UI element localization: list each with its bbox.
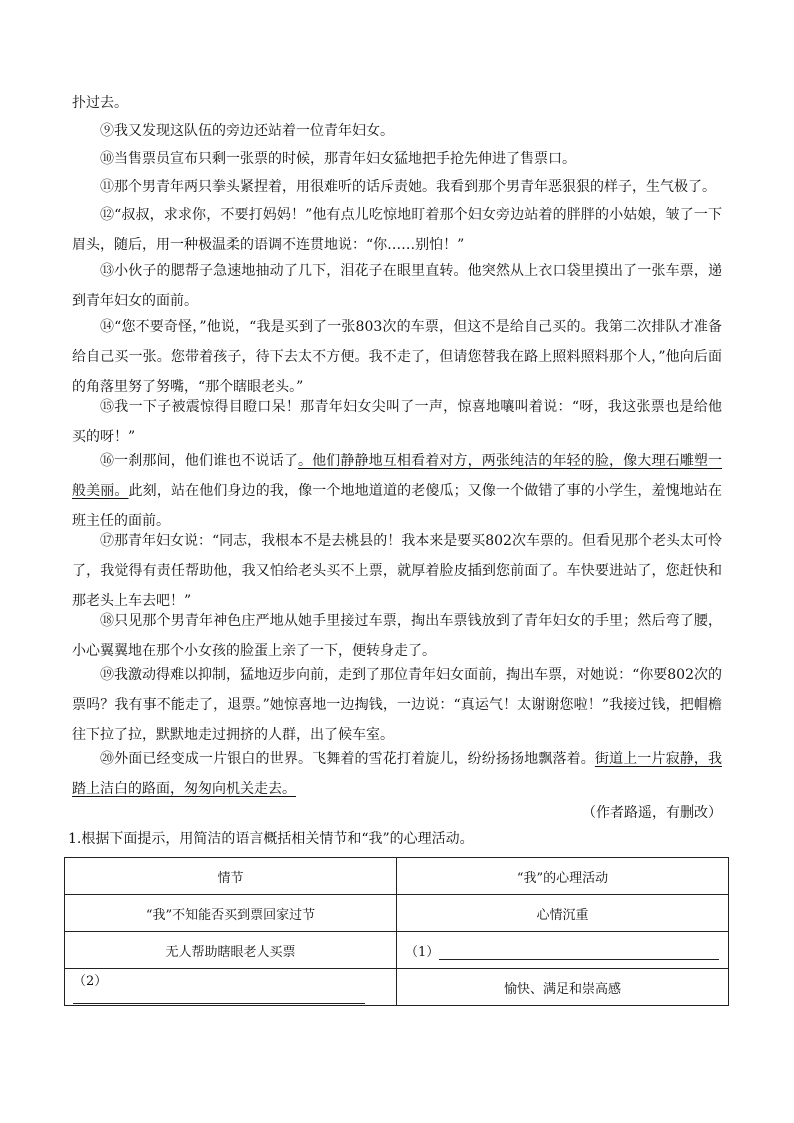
blank-2-cell[interactable] [65,969,397,1006]
table-row [65,969,729,1006]
table-row [65,932,729,969]
cell-plot-2: 无人帮助瞎眼老人买票 [65,932,397,969]
blank-1-cell[interactable] [397,932,729,969]
paragraph-20: ⑳外面已经变成一片银白的世界。飞舞着的雪花打着旋儿，纷纷扬扬地飘落着。街道上一片寂静，我踏上洁白的路面，匆匆向机关走去。 [72,751,723,797]
header-plot: 情节 [65,858,397,895]
header-feeling: “我”的心理活动 [397,858,729,895]
paragraph-16: ⑯一刹那间，他们谁也不说话了。他们静静地互相看着对方，两张纯洁的年轻的脸，像大理石雕塑一般美丽。此刻，站在他们身边的我，像一个地地道道的老傻瓜；又像一个做错了事的小学生，羞愧地站在班主任的面前。 [72,453,723,529]
table-header-row [65,858,729,895]
blank-1-label: （1） [405,944,440,960]
cell-feeling-1: 心情沉重 [397,895,729,932]
paragraph-10: ⑩当售票员宣布只剩一张票的时候，那青年妇女猛地把手抢先伸进了售票口。 [100,151,576,167]
paragraph-14: ⑭“您不要奇怪，”他说，“我是买到了一张803次的车票，但这不是给自己买的。我第二次排队才准备给自己买一张。您带着孩子，待下去太不方便。我不走了，但请您替我在路上照料照料那个人，”他向后面的角落里努了努嘴，“那个瞎眼老头。” [72,319,722,395]
paragraph-18: ⑱只见那个男青年神色庄严地从她手里接过车票，掏出车票钱放到了青年妇女的手里；然后弯了腰，小心翼翼地在那个小女孩的脸蛋上亲了一下，便转身走了。 [72,613,722,659]
paragraph-11: ⑪那个男青年两只拳头紧捏着，用很难听的话斥责她。我看到那个男青年恶狠狠的样子，生气极了。 [100,179,716,195]
paragraph-19: ⑲我激动得难以抑制，猛地迈步向前，走到了那位青年妇女面前，掏出车票，对她说：“你要802次的票吗？我有事不能走了，退票。”她惊喜地一边掏钱，一边说：“真运气！太谢谢您啦！”我接过钱，把帽檐往下拉了拉，默默地走过拥挤的人群，出了候车室。 [72,667,722,743]
blank-2-label: （2） [73,974,108,989]
cell-feeling-3: 愉快、满足和崇高感 [397,969,729,1006]
answer-table [64,857,729,1006]
source-note: （作者路遥，有删改） [582,805,722,821]
blank-1-line[interactable] [439,945,719,960]
underlined-ending: 街道上一片寂静，我踏上洁白的路面，匆匆向机关走去。 [72,751,723,797]
paragraph-17: ⑰那青年妇女说：“同志，我根本不是去桃县的！我本来是要买802次车票的。但看见那个老头太可怜了，我觉得有责任帮助他，我又怕给老头买不上票，就厚着脸皮插到您前面了。车快要进站了，您赶快和那老头上车去吧！” [72,533,722,609]
paragraph-15: ⑮我一下子被震惊得目瞪口呆！那青年妇女尖叫了一声，惊喜地嚷叫着说：“呀，我这张票也是给他买的呀！” [72,399,722,445]
underlined-sentence: 。他们静静地互相看着对方，两张纯洁的年轻的脸，像大理石雕塑一般美丽。 [72,453,722,499]
paragraph-13: ⑬小伙子的腮帮子急速地抽动了几下，泪花子在眼里直转。他突然从上衣口袋里摸出了一张车票，递到青年妇女的面前。 [72,263,722,309]
paragraph-9: ⑨我又发现这队伍的旁边还站着一位青年妇女。 [100,123,394,139]
paragraph-continued: 扑过去。 [72,95,128,111]
paragraph-12: ⑫“叔叔，求求你，不要打妈妈！”他有点儿吃惊地盯着那个妇女旁边站着的胖胖的小姑娘，皱了一下眉头，随后，用一种极温柔的语调不连贯地说：“你……别怕！” [72,207,722,253]
question-1: 1.根据下面提示，用简洁的语言概括相关情节和“我”的心理活动。 [68,831,474,847]
blank-2-line[interactable] [73,989,365,1004]
table-row [65,895,729,932]
cell-plot-1: “我”不知能否买到票回家过节 [65,895,397,932]
